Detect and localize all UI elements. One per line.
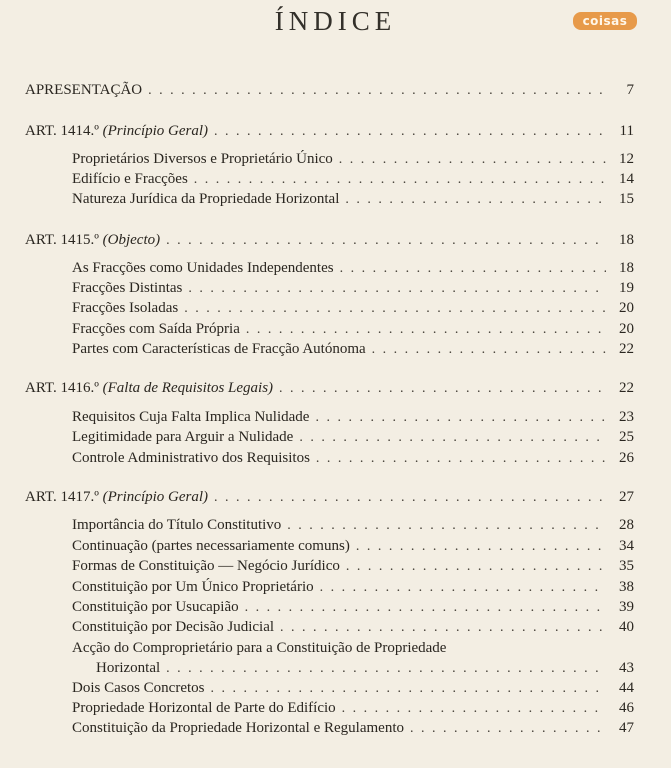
leader-dots bbox=[356, 537, 606, 557]
article-subtitle: (Princípio Geral) bbox=[102, 123, 209, 139]
toc-entry-label-line2: Horizontal bbox=[96, 660, 161, 676]
leader-dots bbox=[320, 578, 606, 598]
toc-entry-label-line1[interactable]: Acção do Comproprietário para a Constituição de Propriedade bbox=[72, 640, 447, 656]
toc-entry[interactable] bbox=[72, 189, 634, 209]
toc-entry[interactable] bbox=[72, 698, 634, 718]
toc-entry-label: Propriedade Horizontal de Parte do Edifício bbox=[72, 700, 336, 716]
toc-entry[interactable] bbox=[72, 169, 634, 189]
toc-entry-label: Edifício e Fracções bbox=[72, 171, 188, 187]
leader-dots bbox=[245, 598, 606, 618]
leader-dots bbox=[280, 618, 606, 638]
leader-dots bbox=[340, 259, 606, 279]
leader-dots bbox=[287, 516, 606, 536]
toc-entry-page: 11 bbox=[619, 123, 634, 139]
article-number: ART. 1416.º bbox=[25, 380, 99, 396]
toc-entry[interactable] bbox=[72, 448, 634, 468]
article-number: ART. 1417.º bbox=[25, 489, 99, 505]
toc-entry-page: 22 bbox=[619, 380, 634, 396]
toc-entry-label bbox=[25, 487, 208, 507]
toc-entry-page: 18 bbox=[619, 232, 634, 248]
article-subtitle: (Princípio Geral) bbox=[102, 489, 209, 505]
toc-entry-art-1414[interactable] bbox=[25, 121, 634, 141]
toc-entry-page: 7 bbox=[626, 82, 634, 98]
toc-entry[interactable] bbox=[72, 149, 634, 169]
toc-entry-label: Dois Casos Concretos bbox=[72, 680, 205, 696]
toc-entry-page: 20 bbox=[619, 321, 634, 337]
toc-entry-page: 35 bbox=[619, 558, 634, 574]
toc-entry-label: Constituição por Usucapião bbox=[72, 599, 239, 615]
toc-entry[interactable] bbox=[72, 678, 634, 698]
toc-entry-page: 18 bbox=[619, 260, 634, 276]
article-subtitle: (Falta de Requisitos Legais) bbox=[102, 380, 274, 396]
leader-dots bbox=[345, 190, 606, 210]
toc-entry-art-1415[interactable] bbox=[25, 230, 634, 250]
toc-entry[interactable] bbox=[72, 577, 634, 597]
leader-dots bbox=[214, 488, 606, 508]
toc-entry-page: 44 bbox=[619, 680, 634, 696]
toc-entry-page: 43 bbox=[619, 660, 634, 676]
leader-dots bbox=[214, 122, 606, 142]
toc-entry-page: 46 bbox=[619, 700, 634, 716]
toc-entry-page: 26 bbox=[619, 450, 634, 466]
leader-dots bbox=[194, 170, 606, 190]
toc-entry-label: Controle Administrativo dos Requisitos bbox=[72, 450, 310, 466]
leader-dots bbox=[279, 379, 606, 399]
toc-entry-label: Legitimidade para Arguir a Nulidade bbox=[72, 429, 294, 445]
toc-entry-page: 34 bbox=[619, 538, 634, 554]
toc-entry-page: 20 bbox=[619, 300, 634, 316]
toc-entry-label: Proprietários Diversos e Proprietário Único bbox=[72, 151, 333, 167]
leader-dots bbox=[346, 557, 606, 577]
toc-entry[interactable] bbox=[72, 556, 634, 576]
toc-entry-page: 28 bbox=[619, 517, 634, 533]
toc-entry[interactable] bbox=[72, 597, 634, 617]
toc-entry-label: Formas de Constituição — Negócio Jurídico bbox=[72, 558, 340, 574]
toc-entry-label: Fracções Isoladas bbox=[72, 300, 179, 316]
toc-entry[interactable] bbox=[72, 617, 634, 637]
toc-entry-label: Constituição da Propriedade Horizontal e Regulamento bbox=[72, 720, 404, 736]
toc-entry-label: Fracções com Saída Própria bbox=[72, 321, 240, 337]
toc-entry[interactable] bbox=[72, 718, 634, 738]
toc-entry[interactable] bbox=[72, 278, 634, 298]
toc-entry-page: 23 bbox=[619, 409, 634, 425]
toc-entry-label bbox=[25, 230, 160, 250]
toc-entry-label bbox=[25, 378, 273, 398]
toc-entry[interactable] bbox=[72, 319, 634, 339]
toc-entry[interactable] bbox=[72, 427, 634, 447]
toc-entry-label: Constituição por Decisão Judicial bbox=[72, 619, 275, 635]
toc-entry-page: 40 bbox=[619, 619, 634, 635]
toc-entry-label: Partes com Características de Fracção Autónoma bbox=[72, 341, 366, 357]
toc-entry-page: 12 bbox=[619, 151, 634, 167]
leader-dots bbox=[342, 699, 606, 719]
article-number: ART. 1414.º bbox=[25, 123, 99, 139]
page-title: ÍNDICE bbox=[274, 6, 397, 36]
leader-dots bbox=[339, 150, 606, 170]
toc-entry-page: 47 bbox=[619, 720, 634, 736]
toc-entry-label: Natureza Jurídica da Propriedade Horizontal bbox=[72, 191, 340, 207]
toc-entry[interactable] bbox=[72, 298, 634, 318]
leader-dots bbox=[316, 449, 606, 469]
toc-entry-label: Fracções Distintas bbox=[72, 280, 183, 296]
toc-entry[interactable] bbox=[72, 515, 634, 535]
toc-entry[interactable] bbox=[96, 658, 634, 678]
toc-entry-label: APRESENTAÇÃO bbox=[25, 82, 143, 98]
leader-dots bbox=[188, 279, 606, 299]
toc-entry-art-1417[interactable] bbox=[25, 487, 634, 507]
article-number: ART. 1415.º bbox=[25, 232, 99, 248]
leader-dots bbox=[372, 340, 606, 360]
toc-entry-label: Constituição por Um Único Proprietário bbox=[72, 579, 314, 595]
toc-entry-page: 27 bbox=[619, 489, 634, 505]
toc-entry[interactable] bbox=[72, 258, 634, 278]
leader-dots bbox=[410, 719, 606, 739]
leader-dots bbox=[184, 299, 606, 319]
toc-entry[interactable] bbox=[72, 339, 634, 359]
leader-dots bbox=[299, 428, 606, 448]
toc-entry-page: 38 bbox=[619, 579, 634, 595]
toc-entry-label: Continuação (partes necessariamente comuns) bbox=[72, 538, 350, 554]
leader-dots bbox=[148, 81, 606, 101]
article-subtitle: (Objecto) bbox=[102, 232, 161, 248]
toc-entry-apresentacao[interactable] bbox=[25, 80, 634, 100]
leader-dots bbox=[211, 679, 607, 699]
toc-entry-page: 39 bbox=[619, 599, 634, 615]
watermark-logo: coisas bbox=[573, 12, 637, 30]
toc-entry[interactable] bbox=[72, 536, 634, 556]
leader-dots bbox=[166, 659, 606, 679]
toc-entry-page: 25 bbox=[619, 429, 634, 445]
toc-entry-page: 15 bbox=[619, 191, 634, 207]
leader-dots bbox=[315, 408, 606, 428]
toc-entry-page: 22 bbox=[619, 341, 634, 357]
toc-entry[interactable] bbox=[72, 407, 634, 427]
toc-entry-label: Requisitos Cuja Falta Implica Nulidade bbox=[72, 409, 310, 425]
toc-entry-label: Importância do Título Constitutivo bbox=[72, 517, 282, 533]
toc-entry-page: 19 bbox=[619, 280, 634, 296]
toc-entry-label bbox=[25, 121, 208, 141]
leader-dots bbox=[246, 320, 606, 340]
toc-entry-label: As Fracções como Unidades Independentes bbox=[72, 260, 334, 276]
toc-entry-page: 14 bbox=[619, 171, 634, 187]
toc-entry-art-1416[interactable] bbox=[25, 378, 634, 398]
leader-dots bbox=[166, 231, 606, 251]
